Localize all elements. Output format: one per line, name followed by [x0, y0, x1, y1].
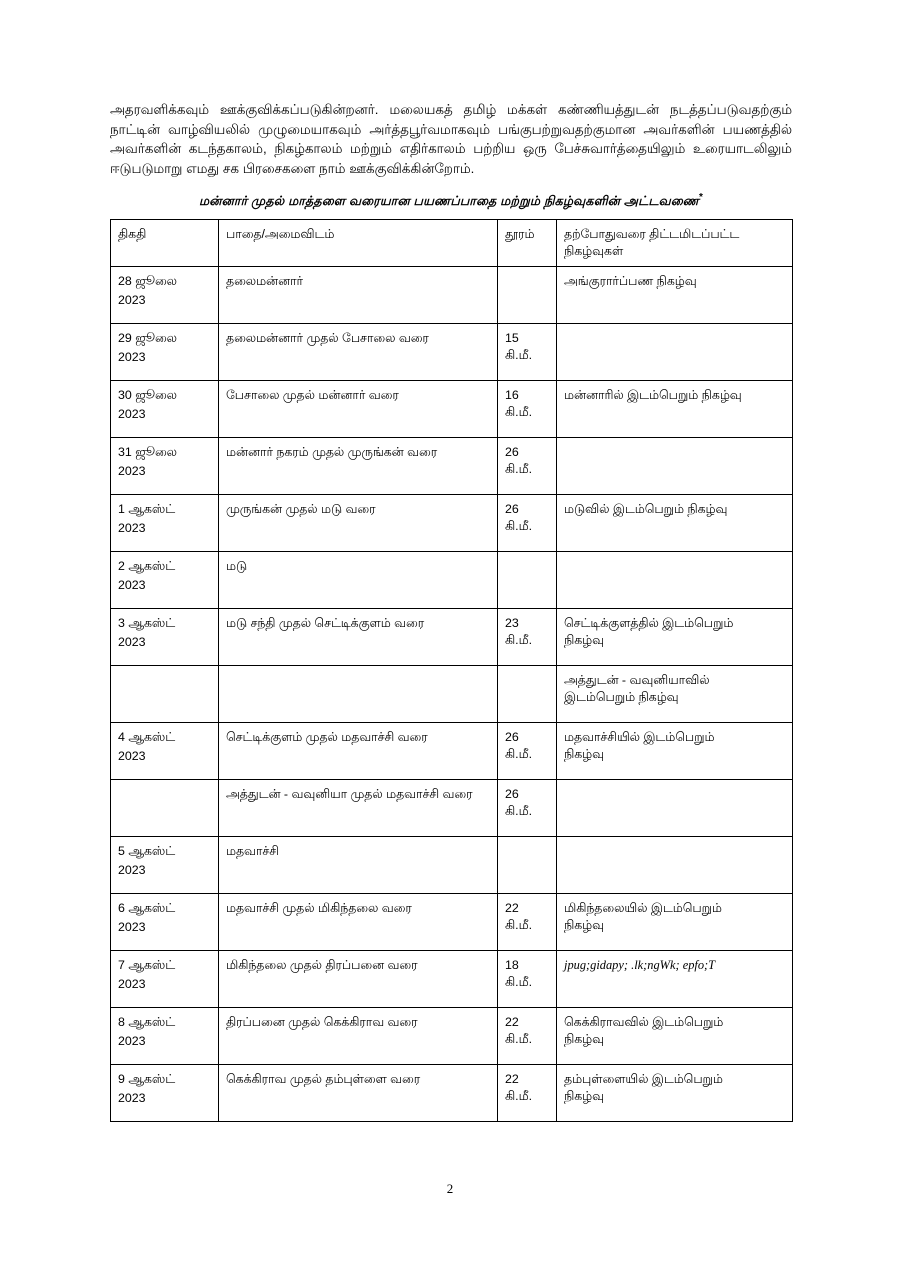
event-line: மடுவில் இடம்பெறும் நிகழ்வு — [564, 502, 728, 517]
cell-events — [557, 381, 793, 438]
cell-date — [111, 723, 219, 780]
distance-unit: கி.மீ. — [505, 633, 533, 648]
cell-route: மன்னார் நகரம் முதல் முருங்கன் வரை — [219, 438, 498, 495]
distance-value: 26 — [505, 445, 519, 460]
distance-unit: கி.மீ. — [505, 1032, 533, 1047]
date-year: 2023 — [118, 863, 146, 878]
date-day: 28 ஜூலை — [118, 274, 177, 289]
cell-date — [111, 609, 219, 666]
cell-route: கெக்கிராவ முதல் தம்புள்ளை வரை — [219, 1065, 498, 1122]
cell-date — [111, 894, 219, 951]
cell-date — [111, 780, 219, 837]
date-day: 29 ஜூலை — [118, 331, 177, 346]
distance-unit: கி.மீ. — [505, 1089, 533, 1104]
table-row — [111, 381, 793, 438]
cell-distance — [498, 780, 557, 837]
cell-route — [219, 666, 498, 723]
cell-distance — [498, 495, 557, 552]
distance-value: 22 — [505, 1072, 519, 1087]
date-day: 7 ஆகஸ்ட் — [118, 958, 176, 973]
distance-unit: கி.மீ. — [505, 462, 533, 477]
cell-route: பேசாலை முதல் மன்னார் வரை — [219, 381, 498, 438]
table-header — [111, 220, 793, 267]
distance-value: 26 — [505, 787, 519, 802]
cell-route: மதவாச்சி முதல் மிகிந்தலை வரை — [219, 894, 498, 951]
column-header-distance: தூரம் — [498, 220, 557, 267]
table-row — [111, 495, 793, 552]
cell-events — [557, 552, 793, 609]
event-line: மன்னாரில் இடம்பெறும் நிகழ்வு — [564, 388, 742, 403]
table-caption — [110, 192, 792, 210]
cell-date — [111, 495, 219, 552]
cell-distance — [498, 552, 557, 609]
date-year: 2023 — [118, 293, 146, 308]
date-year: 2023 — [118, 578, 146, 593]
cell-route: மிகிந்தலை முதல் திரப்பனை வரை — [219, 951, 498, 1008]
cell-distance — [498, 609, 557, 666]
date-day: 1 ஆகஸ்ட் — [118, 502, 176, 517]
date-day: 2 ஆகஸ்ட் — [118, 559, 176, 574]
date-day: 5 ஆகஸ்ட் — [118, 844, 176, 859]
table-row — [111, 951, 793, 1008]
cell-date — [111, 837, 219, 894]
cell-route: மடு — [219, 552, 498, 609]
distance-unit: கி.மீ. — [505, 747, 533, 762]
distance-unit: கி.மீ. — [505, 519, 533, 534]
cell-events — [557, 324, 793, 381]
cell-route: அத்துடன் - வவுனியா முதல் மதவாச்சி வரை — [219, 780, 498, 837]
cell-route: தலைமன்னார் — [219, 267, 498, 324]
distance-unit: கி.மீ. — [505, 348, 533, 363]
table-row — [111, 1065, 793, 1122]
date-year: 2023 — [118, 635, 146, 650]
cell-date — [111, 951, 219, 1008]
cell-distance — [498, 324, 557, 381]
table-caption-asterisk: * — [698, 192, 704, 203]
table-row — [111, 837, 793, 894]
distance-unit: கி.மீ. — [505, 804, 533, 819]
cell-events — [557, 780, 793, 837]
date-day: 9 ஆகஸ்ட் — [118, 1072, 176, 1087]
event-line: கெக்கிராவவில் இடம்பெறும் — [564, 1015, 724, 1030]
distance-value: 26 — [505, 502, 519, 517]
table-row — [111, 894, 793, 951]
table-row — [111, 780, 793, 837]
cell-route: திரப்பனை முதல் கெக்கிராவ வரை — [219, 1008, 498, 1065]
cell-events — [557, 894, 793, 951]
cell-date — [111, 666, 219, 723]
distance-value: 23 — [505, 616, 519, 631]
cell-distance — [498, 267, 557, 324]
cell-date — [111, 552, 219, 609]
cell-route: மதவாச்சி — [219, 837, 498, 894]
cell-distance — [498, 1008, 557, 1065]
cell-route: மடு சந்தி முதல் செட்டிக்குளம் வரை — [219, 609, 498, 666]
distance-unit: கி.மீ. — [505, 918, 533, 933]
page-number: 2 — [446, 1181, 454, 1196]
date-day: 3 ஆகஸ்ட் — [118, 616, 176, 631]
event-line: இடம்பெறும் நிகழ்வு — [564, 690, 679, 705]
distance-value: 15 — [505, 331, 519, 346]
date-year: 2023 — [118, 749, 146, 764]
cell-distance — [498, 894, 557, 951]
date-day: 30 ஜூலை — [118, 388, 177, 403]
table-row — [111, 438, 793, 495]
cell-route: முருங்கன் முதல் மடு வரை — [219, 495, 498, 552]
cell-route: தலைமன்னார் முதல் பேசாலை வரை — [219, 324, 498, 381]
cell-events — [557, 837, 793, 894]
event-line: மதவாச்சியில் இடம்பெறும் — [564, 730, 715, 745]
date-year: 2023 — [118, 464, 146, 479]
column-header-route: பாதை/அமைவிடம் — [219, 220, 498, 267]
event-line: jpug;gidapy; .lk;ngWk; epfo;T — [564, 958, 716, 973]
date-year: 2023 — [118, 407, 146, 422]
event-line: தம்புள்ளையில் இடம்பெறும் — [564, 1072, 723, 1087]
table-row — [111, 324, 793, 381]
table-header-row — [111, 220, 793, 267]
cell-date — [111, 267, 219, 324]
table-row — [111, 552, 793, 609]
cell-date — [111, 438, 219, 495]
event-line: அத்துடன் - வவுனியாவில் — [564, 673, 710, 688]
date-day: 6 ஆகஸ்ட் — [118, 901, 176, 916]
cell-date — [111, 1065, 219, 1122]
cell-distance — [498, 381, 557, 438]
cell-distance — [498, 1065, 557, 1122]
cell-events — [557, 723, 793, 780]
cell-distance — [498, 837, 557, 894]
table-row — [111, 723, 793, 780]
cell-date — [111, 1008, 219, 1065]
cell-events — [557, 1065, 793, 1122]
distance-value: 22 — [505, 901, 519, 916]
event-line: நிகழ்வு — [564, 633, 605, 648]
cell-events — [557, 438, 793, 495]
date-year: 2023 — [118, 1091, 146, 1106]
date-year: 2023 — [118, 1034, 146, 1049]
cell-events — [557, 495, 793, 552]
table-row — [111, 267, 793, 324]
distance-value: 26 — [505, 730, 519, 745]
distance-value: 16 — [505, 388, 519, 403]
event-line: மிகிந்தலையில் இடம்பெறும் — [564, 901, 722, 916]
cell-events — [557, 951, 793, 1008]
date-day: 4 ஆகஸ்ட் — [118, 730, 176, 745]
date-year: 2023 — [118, 920, 146, 935]
event-line: செட்டிக்குளத்தில் இடம்பெறும் — [564, 616, 734, 631]
cell-date — [111, 324, 219, 381]
page-content — [110, 100, 792, 1122]
event-line: நிகழ்வு — [564, 918, 605, 933]
date-year: 2023 — [118, 350, 146, 365]
table-row — [111, 609, 793, 666]
cell-distance — [498, 666, 557, 723]
distance-unit: கி.மீ. — [505, 405, 533, 420]
cell-events — [557, 609, 793, 666]
table-body — [111, 267, 793, 1122]
table-row — [111, 666, 793, 723]
intro-paragraph: அதரவளிக்கவும் ஊக்குவிக்கப்படுகின்றனர். மலையகத் தமிழ் மக்கள் கண்ணியத்துடன் நடத்தப்படுவதற்கும் நாட்டின் வாழ்வியலில் முழுமையாகவும் அர்த்தபூர்வமாகவும் பங்குபற்றுவதற்குமான அவர்களின் பயணத்தில் அவர்களின் கடந்தகாலம், நிகழ்காலம் மற்றும் எதிர்காலம் பற்றிய ஒரு பேச்சுவார்த்தையிலும் உரையாடலிலும் ஈடுபடுமாறு எமது சக பிரசைகளை நாம் ஊக்குவிக்கின்றோம். — [110, 102, 792, 176]
table-row — [111, 1008, 793, 1065]
journey-schedule-table — [110, 219, 793, 1122]
cell-date — [111, 381, 219, 438]
date-day: 8 ஆகஸ்ட் — [118, 1015, 176, 1030]
cell-distance — [498, 438, 557, 495]
cell-events — [557, 666, 793, 723]
event-line: நிகழ்வு — [564, 747, 605, 762]
column-header-date: திகதி — [111, 220, 219, 267]
event-line: நிகழ்வு — [564, 1089, 605, 1104]
column-header-events: தற்போதுவரை திட்டமிடப்பட்ட நிகழ்வுகள் — [557, 220, 793, 267]
distance-unit: கி.மீ. — [505, 975, 533, 990]
distance-value: 18 — [505, 958, 519, 973]
cell-distance — [498, 723, 557, 780]
cell-events — [557, 267, 793, 324]
event-line: நிகழ்வு — [564, 1032, 605, 1047]
date-year: 2023 — [118, 521, 146, 536]
distance-value: 22 — [505, 1015, 519, 1030]
table-caption-text: மன்னார் முதல் மாத்தளை வரையான பயணப்பாதை மற்றும் நிகழ்வுகளின் அட்டவணை — [198, 194, 699, 209]
date-day: 31 ஜூலை — [118, 445, 177, 460]
date-year: 2023 — [118, 977, 146, 992]
cell-route: செட்டிக்குளம் முதல் மதவாச்சி வரை — [219, 723, 498, 780]
cell-distance — [498, 951, 557, 1008]
event-line: அங்குரார்ப்பண நிகழ்வு — [564, 274, 697, 289]
cell-events — [557, 1008, 793, 1065]
